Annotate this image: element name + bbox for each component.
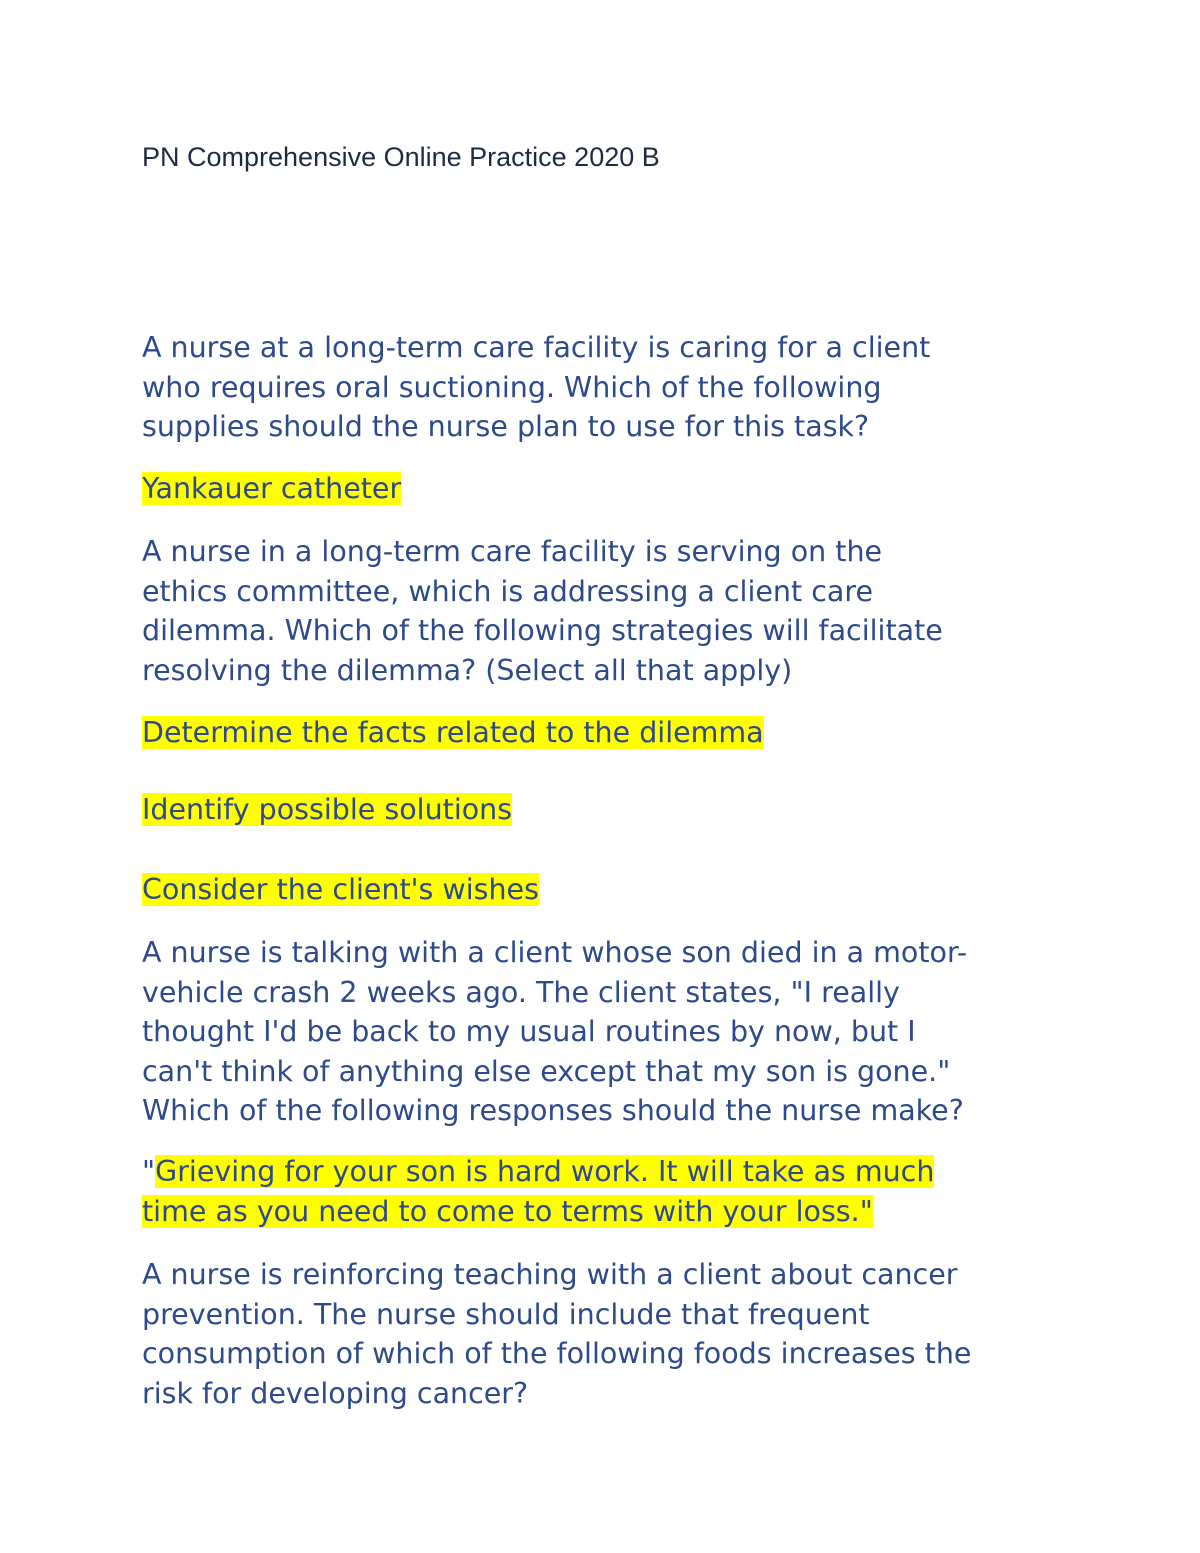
question-2-line: resolving the dilemma? (Select all that apply) — [142, 653, 793, 687]
answer-2a — [142, 713, 764, 753]
answer-3 — [142, 1152, 934, 1231]
question-3-line: thought I'd be back to my usual routines by now, but I — [142, 1015, 916, 1048]
answer-3-line — [142, 1192, 934, 1232]
document-title: PN Comprehensive Online Practice 2020 B — [142, 142, 660, 172]
question-1-line: A nurse at a long-term care facility is caring for a client — [142, 331, 931, 364]
question-2 — [142, 532, 943, 690]
answer-2b — [142, 790, 512, 830]
question-3-line: can't think of anything else except that my son is gone." — [142, 1054, 951, 1088]
answer-2a-text: Determine the facts related to the dilemma — [142, 716, 764, 749]
answer-3-text: Grieving for your son is hard work. It will take as much — [155, 1155, 935, 1188]
question-1 — [142, 328, 930, 447]
question-3-line: vehicle crash 2 weeks ago. The client states, "I really — [142, 975, 900, 1009]
question-4-line: prevention. The nurse should include that frequent — [142, 1297, 870, 1331]
question-2-line: A nurse in a long-term care facility is serving on the — [142, 535, 883, 568]
question-1-line: supplies should the nurse plan to use for this task? — [142, 410, 870, 443]
answer-3-text: time as you need to come to terms with your loss." — [142, 1194, 873, 1228]
answer-2c-text: Consider the client's wishes — [142, 873, 539, 906]
question-4-line: consumption of which of the following foods increases the — [142, 1337, 972, 1370]
answer-2b-text: Identify possible solutions — [142, 793, 513, 826]
question-4 — [142, 1255, 971, 1413]
question-2-line: ethics committee, which is addressing a client care — [142, 574, 873, 608]
question-1-line: who requires oral suctioning. Which of the following — [142, 370, 882, 404]
answer-1-text: Yankauer catheter — [142, 472, 402, 505]
question-2-line: dilemma. Which of the following strategies will facilitate — [142, 614, 943, 647]
answer-3-open-quote: " — [142, 1155, 156, 1188]
question-4-line: risk for developing cancer? — [142, 1376, 529, 1410]
question-3 — [142, 933, 967, 1131]
answer-3-line — [142, 1152, 934, 1192]
answer-1 — [142, 469, 401, 509]
question-3-line: Which of the following responses should the nurse make? — [142, 1094, 964, 1127]
question-4-line: A nurse is reinforcing teaching with a client about cancer — [142, 1258, 958, 1291]
answer-2c — [142, 870, 539, 910]
question-3-line: A nurse is talking with a client whose son died in a motor- — [142, 936, 968, 969]
